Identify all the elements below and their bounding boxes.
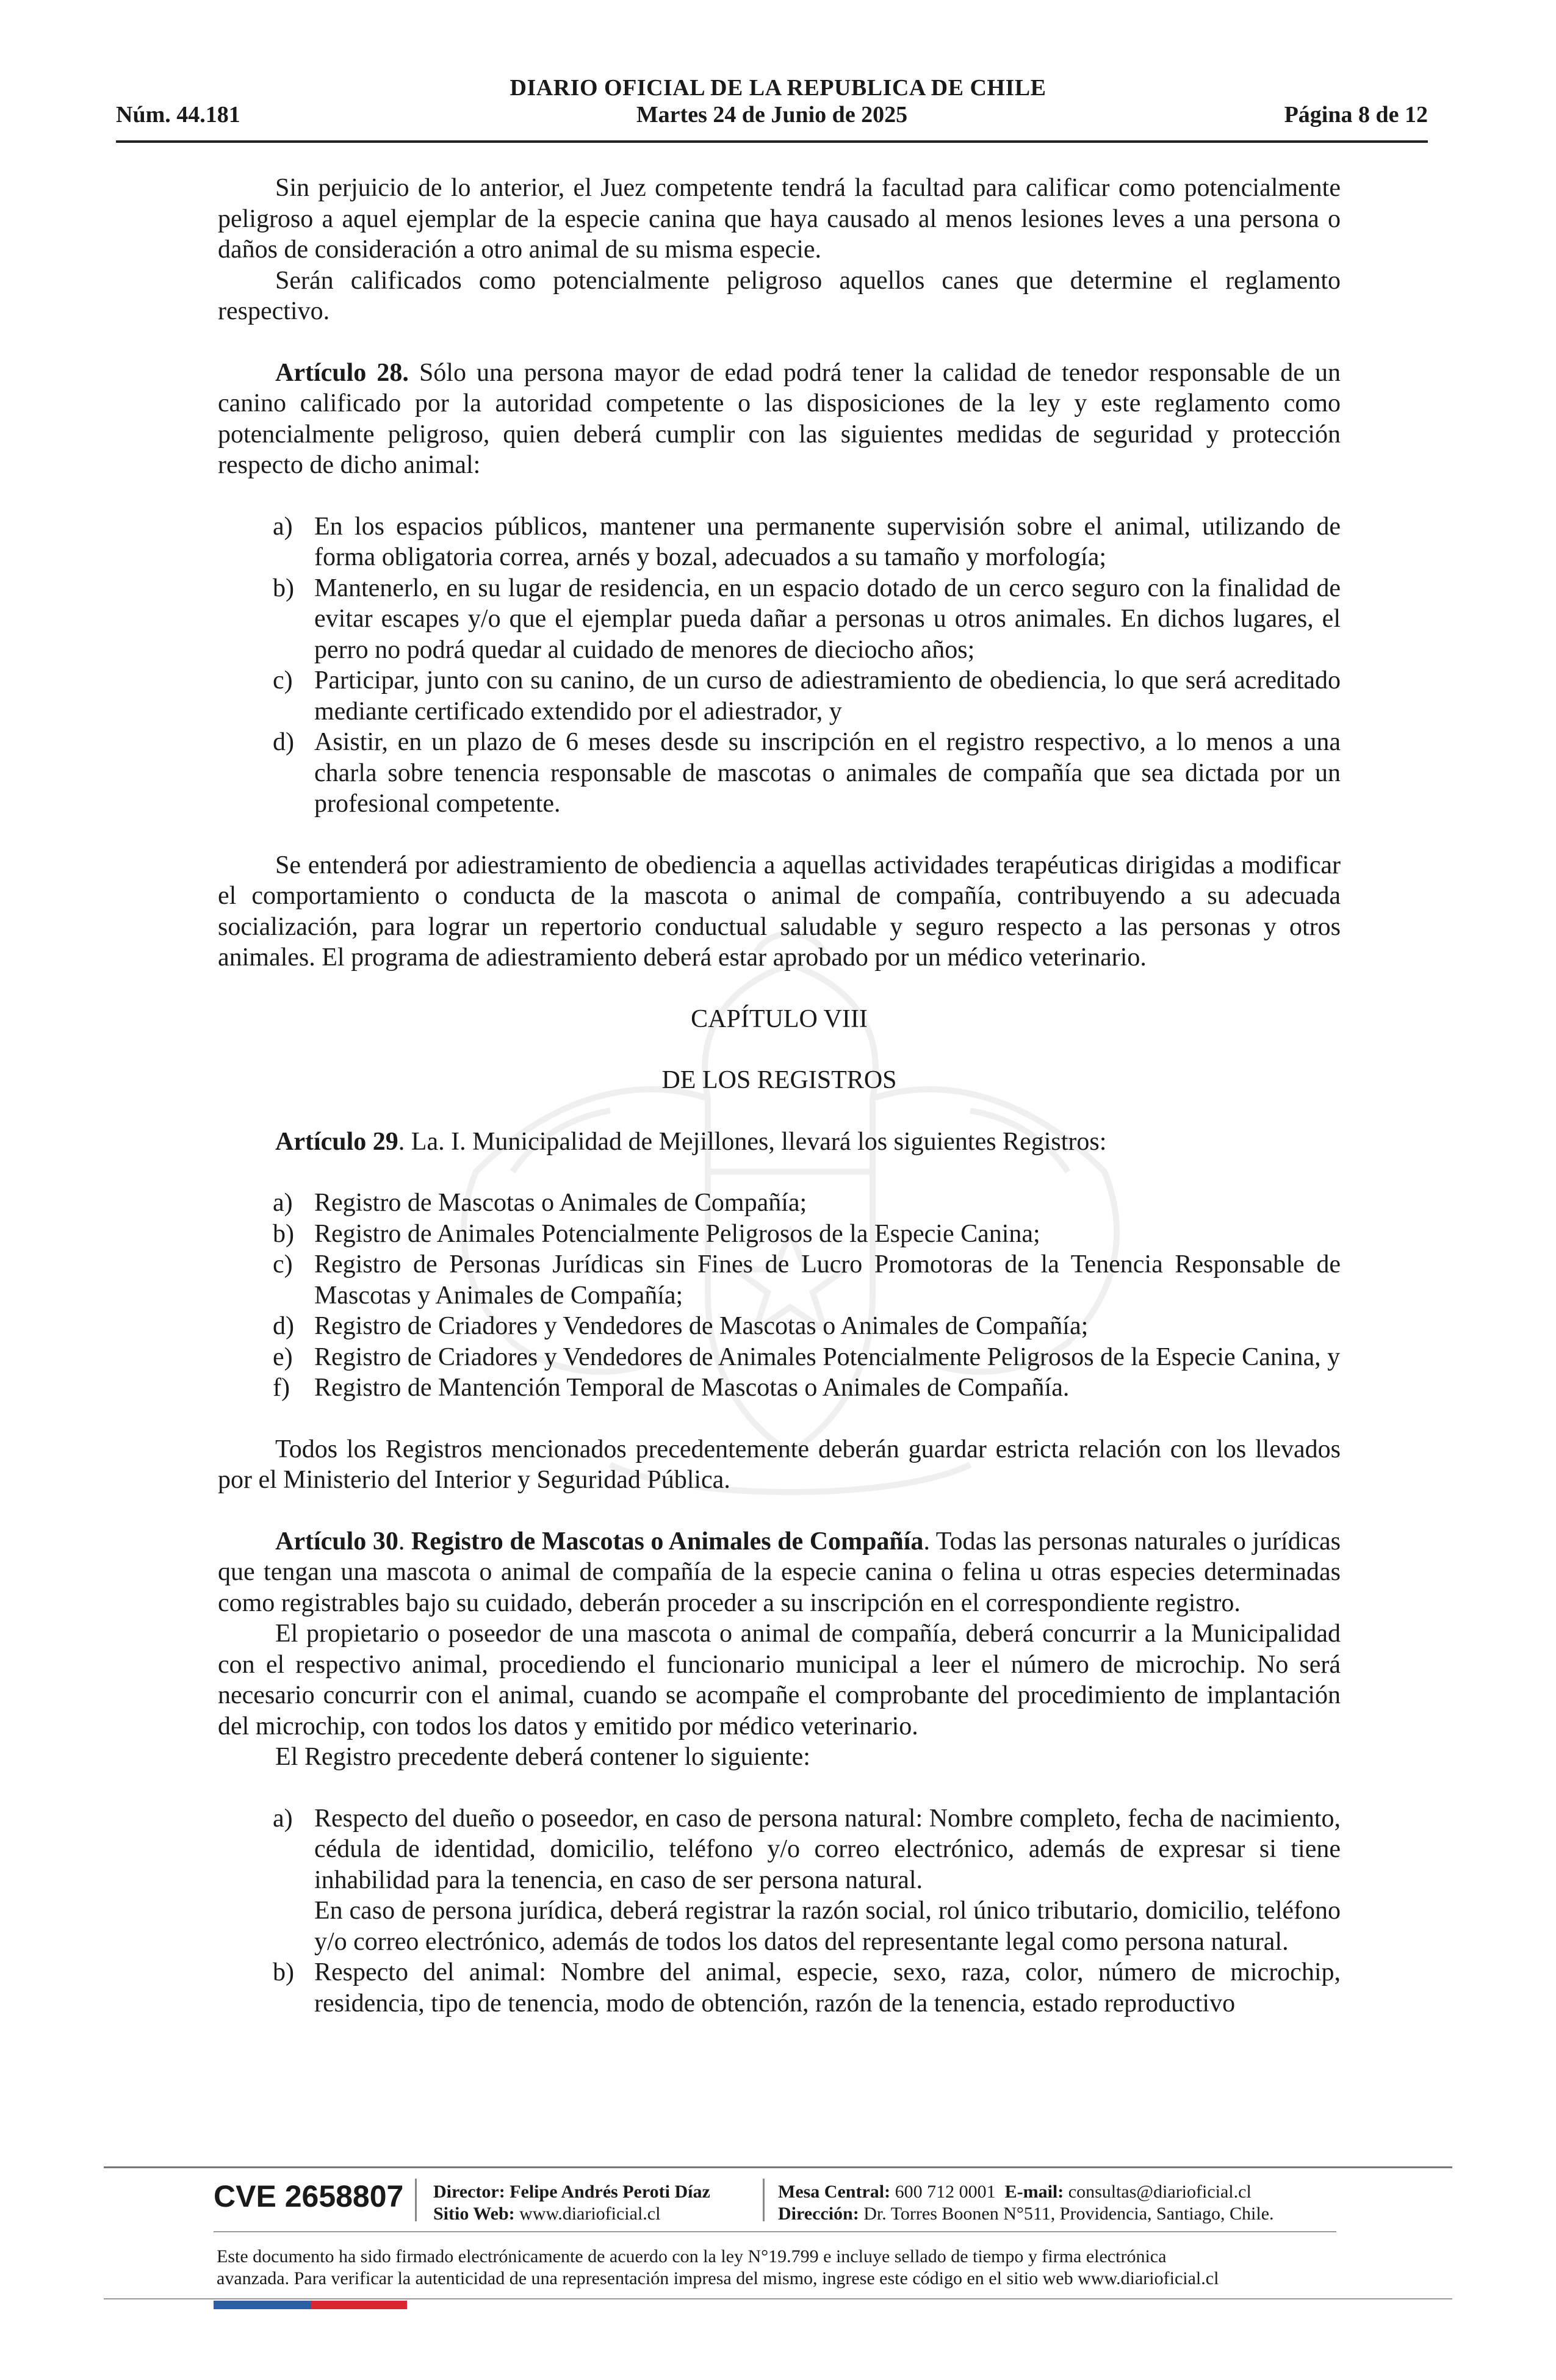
header-row xyxy=(116,101,1428,132)
list-item xyxy=(218,1311,1341,1342)
list-item-text: Respecto del dueño o poseedor, en caso de persona natural: Nombre completo, fecha de nacimiento, cédula de identidad, domicilio, teléfono y/o correo electrónico, además de expresar si tiene inhabilidad para la tenencia, en caso de ser persona natural. xyxy=(314,1804,1341,1894)
footer-director-block xyxy=(433,2181,710,2225)
list-item xyxy=(218,1188,1341,1219)
footer-divider xyxy=(214,2231,1336,2232)
footer-divider xyxy=(104,2166,1452,2168)
list-item-text: Registro de Criadores y Vendedores de Mascotas o Animales de Compañía; xyxy=(314,1312,1089,1340)
issue-date: Martes 24 de Junio de 2025 xyxy=(636,102,908,128)
list-item-text: Respecto del animal: Nombre del animal, especie, sexo, raza, color, número de microchip, residencia, tipo de tenencia, modo de obtención, razón de la tenencia, estado reproductivo xyxy=(314,1958,1341,2018)
paragraph-registros: Todos los Registros mencionados precedentemente deberán guardar estricta relación con los llevados por el Ministerio del Interior y Seguridad Pública. xyxy=(218,1435,1341,1494)
list-item-text: Registro de Mascotas o Animales de Compañía; xyxy=(314,1189,807,1217)
list-item-label: f) xyxy=(273,1374,290,1402)
phone-value: 600 712 0001 xyxy=(895,2182,996,2202)
address-value: Dr. Torres Boonen N°511, Providencia, Santiago, Chile. xyxy=(863,2204,1274,2224)
cve-code: CVE 2658807 xyxy=(214,2179,404,2213)
list-item xyxy=(218,573,1341,666)
paragraph-calificados: Serán calificados como potencialmente peligroso aquellos canes que determine el reglamento respectivo. xyxy=(218,266,1341,325)
footer-contact-block xyxy=(778,2181,1274,2225)
list-item-subparagraph: En caso de persona jurídica, deberá registrar la razón social, rol único tributario, domicilio, teléfono y/o correo electrónico, además de todos los datos del representante legal como persona natural. xyxy=(314,1897,1341,1956)
list-item-label: b) xyxy=(273,1219,294,1248)
list-item-text: Registro de Criadores y Vendedores de Animales Potencialmente Peligrosos de la Especie Canina, y xyxy=(314,1343,1341,1371)
list-item xyxy=(218,511,1341,573)
list-item xyxy=(218,1372,1341,1404)
article-30-title: Registro de Mascotas o Animales de Compañía xyxy=(411,1527,924,1556)
email-link[interactable]: consultas@diarioficial.cl xyxy=(1068,2182,1252,2202)
list-item-label: a) xyxy=(273,1189,293,1217)
list-item xyxy=(218,1219,1341,1250)
list-item-text: En los espacios públicos, mantener una permanente supervisión sobre el animal, utilizando de forma obligatoria correa, arnés y bozal, adecuados a su tamaño y morfología; xyxy=(314,512,1341,571)
article-30 xyxy=(218,1526,1341,1619)
list-item xyxy=(218,1342,1341,1373)
footer-separator xyxy=(763,2179,765,2221)
list-item-text: Registro de Personas Jurídicas sin Fines de Lucro Promotoras de la Tenencia Responsable de Mascotas y Animales de Compañía; xyxy=(314,1250,1341,1310)
list-item-text: Mantenerlo, en su lugar de residencia, en un espacio dotado de un cerco seguro con la finalidad de evitar escapes y/o que el ejemplar pueda dañar a personas u otros animales. En dichos lugares, el perro no podrá quedar al cuidado de menores de dieciocho años; xyxy=(314,574,1341,664)
article-29 xyxy=(218,1127,1341,1158)
phone-label: Mesa Central: xyxy=(778,2182,891,2202)
legal-line: Este documento ha sido firmado electrónicamente de acuerdo con la ley N°19.799 e incluye sellado de tiempo y firma electrónica xyxy=(217,2246,1167,2266)
list-item-text: Registro de Mantención Temporal de Mascotas o Animales de Compañía. xyxy=(314,1374,1070,1402)
footer-separator xyxy=(415,2179,417,2221)
list-item-text: Participar, junto con su canino, de un curso de adiestramiento de obediencia, lo que será acreditado mediante certificado extendido por el adiestrador, y xyxy=(314,666,1341,726)
flag-stripe-red xyxy=(311,2301,407,2309)
list-item xyxy=(218,1803,1341,1896)
legal-line: avanzada. Para verificar la autenticidad de una representación impresa del mismo, ingrese este código en el sitio web www.diarioficial.cl xyxy=(217,2268,1219,2288)
header-divider xyxy=(116,140,1428,143)
director-name: Felipe Andrés Peroti Díaz xyxy=(510,2182,710,2202)
list-item-label: c) xyxy=(273,1250,293,1278)
list-item-label: e) xyxy=(273,1343,293,1371)
address-label: Dirección: xyxy=(778,2204,859,2224)
web-label: Sitio Web: xyxy=(433,2204,515,2224)
legal-notice xyxy=(217,2246,1339,2290)
email-label: E-mail: xyxy=(1004,2182,1064,2202)
paragraph-propietario: El propietario o poseedor de una mascota o animal de compañía, deberá concurrir a la Municipalidad con el respectivo animal, procediendo el funcionario municipal a leer el número de microchip. No será necesario concurrir con el animal, cuando se acompañe el comprobante del procedimiento de implantación del microchip, con todos los datos y emitido por médico veterinario. xyxy=(218,1620,1341,1740)
website-link[interactable]: www.diarioficial.cl xyxy=(519,2204,661,2224)
list-item-label: a) xyxy=(273,512,293,541)
footer-divider xyxy=(104,2298,1452,2299)
list-item xyxy=(218,1249,1341,1311)
list-item-label: b) xyxy=(273,1958,294,1986)
paragraph-adiestramiento: Se entenderá por adiestramiento de obediencia a aquellas actividades terapéuticas dirigidas a modificar el comportamiento o conducta de la mascota o animal de compañía, contribuyendo a su adecuada socialización, para lograr un repertorio conductual saludable y seguro respecto a las personas y otros animales. El programa de adiestramiento deberá estar aprobado por un médico veterinario. xyxy=(218,851,1341,972)
list-item xyxy=(218,727,1341,820)
chapter-title: DE LOS REGISTROS xyxy=(661,1066,897,1094)
page-number: Página 8 de 12 xyxy=(1284,102,1428,128)
list-item-label: a) xyxy=(273,1804,293,1833)
article-30-label: Artículo 30 xyxy=(275,1527,398,1556)
flag-stripe-blue xyxy=(214,2301,311,2309)
article-30-dot: . xyxy=(398,1527,411,1556)
issue-number: Núm. 44.181 xyxy=(116,102,240,128)
list-item-label: d) xyxy=(273,728,294,756)
director-label: Director: xyxy=(433,2182,505,2202)
article-28-label: Artículo 28. xyxy=(275,358,409,387)
list-item-text: Registro de Animales Potencialmente Peligrosos de la Especie Canina; xyxy=(314,1219,1040,1248)
newspaper-title: DIARIO OFICIAL DE LA REPUBLICA DE CHILE xyxy=(510,75,1046,101)
article-28 xyxy=(218,358,1341,481)
paragraph-contenido: El Registro precedente deberá contener lo siguiente: xyxy=(275,1743,810,1771)
document-body xyxy=(218,173,1341,2019)
article-29-label: Artículo 29 xyxy=(275,1127,398,1156)
list-item-label: d) xyxy=(273,1312,294,1340)
article-29-text: . La. I. Municipalidad de Mejillones, llevará los siguientes Registros: xyxy=(398,1127,1107,1156)
list-item-text: Asistir, en un plazo de 6 meses desde su inscripción en el registro respectivo, a lo menos a una charla sobre tenencia responsable de mascotas o animales de compañía que sea dictada por un profesional competente. xyxy=(314,728,1341,818)
list-item-label: c) xyxy=(273,666,293,694)
list-item-label: b) xyxy=(273,574,294,602)
article-30-text: . Todas las personas naturales o jurídicas que tengan una mascota o animal de compañía de la especie canina o felina u otras especies determinadas como registrables bajo su cuidado, deberán proceder a su inscripción en el correspondiente registro. xyxy=(218,1527,1341,1617)
list-item xyxy=(218,665,1341,727)
list-item xyxy=(218,1957,1341,2019)
article-28-text: Sólo una persona mayor de edad podrá tener la calidad de tenedor responsable de un canino calificado por la autoridad competente o las disposiciones de la ley y este reglamento como potencialmente peligroso, quien deberá cumplir con las siguientes medidas de seguridad y protección respecto de dicho animal: xyxy=(218,358,1341,479)
chapter-number: CAPÍTULO VIII xyxy=(691,1004,868,1033)
paragraph-juez: Sin perjuicio de lo anterior, el Juez competente tendrá la facultad para calificar como potencialmente peligroso a aquel ejemplar de la especie canina que haya causado al menos lesiones leves a una persona o daños de consideración a otro animal de su misma especie. xyxy=(218,174,1341,264)
